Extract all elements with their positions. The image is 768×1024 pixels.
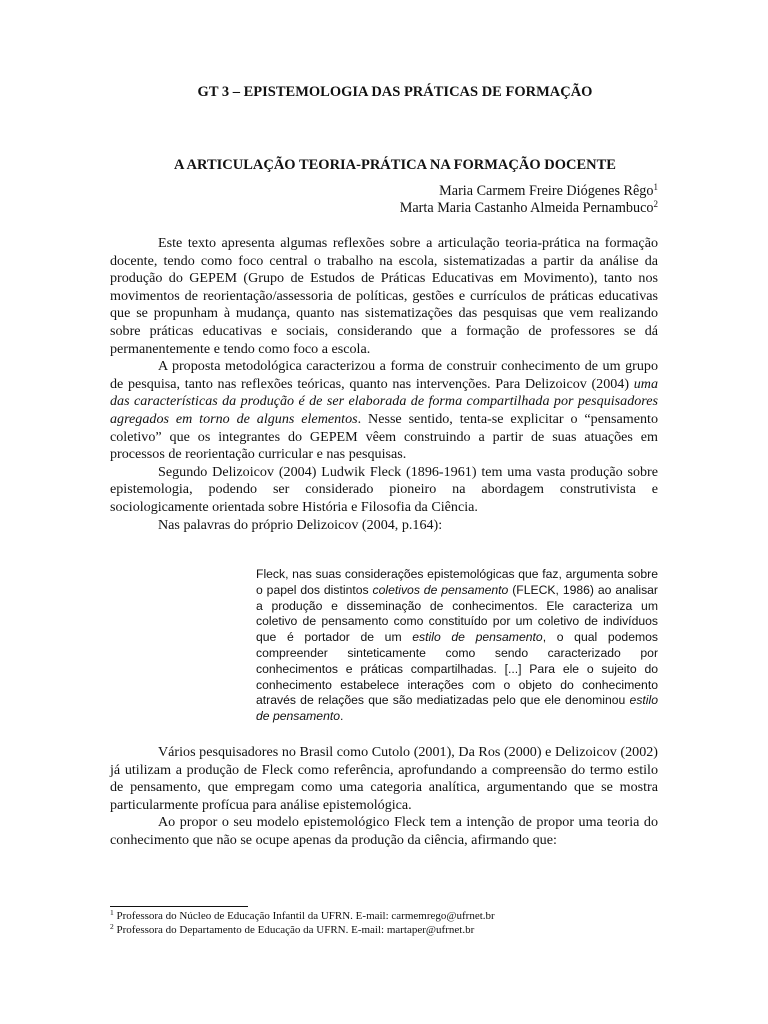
article-title: A ARTICULAÇÃO TEORIA-PRÁTICA NA FORMAÇÃO DOCENTE <box>174 157 616 173</box>
block-quote <box>256 567 658 725</box>
footnote-ref: 1 <box>653 182 658 192</box>
quote-italic-1: coletivos de pensamento <box>372 582 509 597</box>
footnote-mark: 1 <box>110 908 114 917</box>
paragraph-4: Nas palavras do próprio Delizoicov (2004, p.164): <box>158 516 443 533</box>
author-1 <box>400 183 658 200</box>
footnote-2 <box>110 923 670 937</box>
footnote-text: Professora do Núcleo de Educação Infantil da UFRN. E-mail: carmemrego@ufrnet.br <box>113 910 495 922</box>
body-text-continued <box>110 744 658 850</box>
footnote-separator <box>110 906 248 907</box>
paragraph-3: Segundo Delizoicov (2004) Ludwik Fleck (1896-1961) tem uma vasta produção sobre epistemologia, podendo ser considerado pioneiro na abordagem construtivista e sociologicamente orientada sobre História e Filosofia da Ciência. <box>110 463 658 515</box>
paragraph-6: Ao propor o seu modelo epistemológico Fleck tem a intenção de propor uma teoria do conhecimento que não se ocupe apenas da produção da ciência, afirmando que: <box>110 814 658 848</box>
footnote-mark: 2 <box>110 922 114 931</box>
footnotes <box>110 909 670 937</box>
quote-italic-2: estilo de pensamento <box>412 630 543 645</box>
author-name: Marta Maria Castanho Almeida Pernambuco <box>399 200 654 216</box>
section-title: GT 3 – EPISTEMOLOGIA DAS PRÁTICAS DE FORMAÇÃO <box>197 84 593 100</box>
footnote-1 <box>110 909 670 923</box>
footnote-text: Professora do Departamento de Educação da UFRN. E-mail: martaper@ufrnet.br <box>113 924 475 936</box>
paragraph-1: Este texto apresenta algumas reflexões sobre a articulação teoria-prática na formação docente, tendo como foco central o trabalho na escola, sistematizadas a partir da análise da produção do GEPEM (Grupo de Estudos de Práticas Educativas em Movimento), tanto nos movimentos de reorientação/assessoria de políticas, gestões e currículos de práticas educativas que se propunham à mudança, quanto nas sistematizações das pesquisas que vem realizando sobre práticas educativas e sociais, considerando que a formação de professores se dá permanentemente e tendo como foco a escola. <box>110 235 658 357</box>
paragraph-2-text-b: . Nesse sentido, tenta-se explicitar o “pensamento coletivo” que os integrantes do GEPEM vêem construindo a partir de suas atuações em processos de reorientação curricular e nas pesquisas. <box>110 410 658 463</box>
paragraph-5: Vários pesquisadores no Brasil como Cutolo (2001), Da Ros (2000) e Delizoicov (2002) já utilizam a produção de Fleck como referência, aprofundando a compreensão do termo estilo de pensamento, que empregam como uma categoria analítica, argumentando que se mostra particularmente profícua para análise epistemológica. <box>110 744 658 813</box>
quote-text-1: Fleck, nas suas considerações epistemológicas que faz, argumenta sobre o papel dos distintos <box>256 567 658 597</box>
block-quote-text <box>256 567 658 725</box>
footnote-ref: 2 <box>653 199 658 209</box>
quote-italic-3: estilo de pensamento <box>256 693 658 724</box>
author-list <box>400 183 658 217</box>
author-name: Maria Carmem Freire Diógenes Rêgo <box>439 183 654 199</box>
paragraph-2-italic: uma das características da produção é de ser elaborada de forma compartilhada por pesquisadores agregados em torno de alguns elementos <box>110 375 658 427</box>
quote-text-3: , o qual podemos compreender sinteticamente como sendo caracterizado por conhecimentos e práticas compartilhadas. [...] Para ele o sujeito do conhecimento estabelece interações com o objeto do conhecimento através de relações que são mediatizadas pelo que ele denominou <box>256 630 658 708</box>
quote-text-4: . <box>340 709 344 724</box>
author-2 <box>400 200 658 217</box>
paragraph-2-text-a: A proposta metodológica caracterizou a forma de construir conhecimento de um grupo de pesquisa, tanto nas reflexões teóricas, quanto nas intervenções. Para Delizoicov (2004) <box>110 358 658 392</box>
paragraph-2 <box>110 358 658 464</box>
body-text <box>110 235 658 534</box>
quote-text-2: (FLECK, 1986) ao analisar a produção e disseminação de conhecimentos. Ele caracteriza um coletivo de pensamento como constituído por um coletivo de indivíduos que é portador de um <box>256 582 658 645</box>
